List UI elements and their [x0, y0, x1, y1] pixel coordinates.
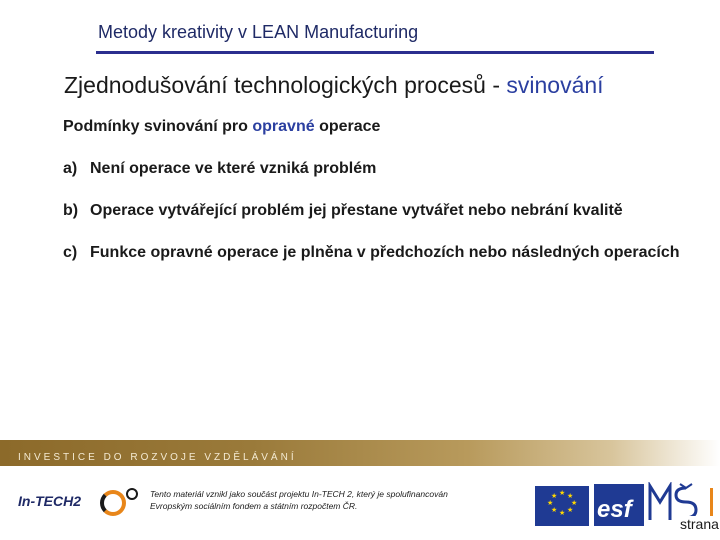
eu-star-icon: ★ [551, 493, 558, 500]
esf-logo-text: esf [597, 496, 632, 523]
list-item-text: Není operace ve které vzniká problém [90, 160, 377, 177]
funding-note: Tento materiál vznikl jako součást projektu In-TECH 2, který je spolufinancován Evropským sociálním fondem a státním rozpočtem ČR. [150, 489, 448, 511]
conditions-heading [63, 118, 683, 136]
list-item-text: Funkce opravné operace je plněna v předchozích nebo následných operacích [90, 244, 680, 261]
eu-star-icon: ★ [551, 507, 558, 514]
intech-dot-icon [126, 488, 138, 500]
intech-ring-icon [100, 490, 126, 516]
list-item-text: Operace vytvářející problém jej přestane vytvářet nebo nebrání kvalitě [90, 202, 623, 219]
page-label: strana [680, 516, 719, 532]
eu-star-icon: ★ [567, 493, 574, 500]
condition-accent: opravné [252, 118, 315, 135]
eu-star-icon: ★ [559, 490, 566, 497]
header-divider [96, 51, 654, 54]
intech-logo [18, 488, 130, 516]
footer-band-text: INVESTICE DO ROZVOJE VZDĚLÁVÁNÍ [18, 452, 297, 463]
slide-content [63, 118, 683, 284]
list-item-a [63, 158, 683, 180]
header-title: Metody kreativity v LEAN Manufacturing [98, 22, 419, 42]
intech-logo-text: In-TECH2 [18, 493, 81, 509]
eu-star-icon: ★ [571, 500, 578, 507]
footer-band [0, 440, 720, 466]
list-marker: c) [63, 244, 78, 261]
condition-before: Podmínky svinování pro [63, 118, 253, 135]
eu-star-icon: ★ [567, 507, 574, 514]
slide-title [64, 72, 604, 99]
eu-label: EVROPSKÁ UNIE [541, 520, 583, 526]
orange-mark-icon [710, 488, 720, 518]
eu-star-icon: ★ [559, 510, 566, 517]
list-marker: b) [63, 202, 79, 219]
condition-after: operace [314, 118, 381, 135]
slide-title-main: Zjednodušování technologických procesů - [64, 72, 507, 98]
esf-logo [594, 484, 644, 526]
list-marker: a) [63, 160, 78, 177]
eu-star-icon: ★ [547, 500, 554, 507]
list-item-c [63, 242, 683, 264]
slide-title-accent: svinování [506, 72, 604, 98]
list-item-b [63, 200, 683, 222]
